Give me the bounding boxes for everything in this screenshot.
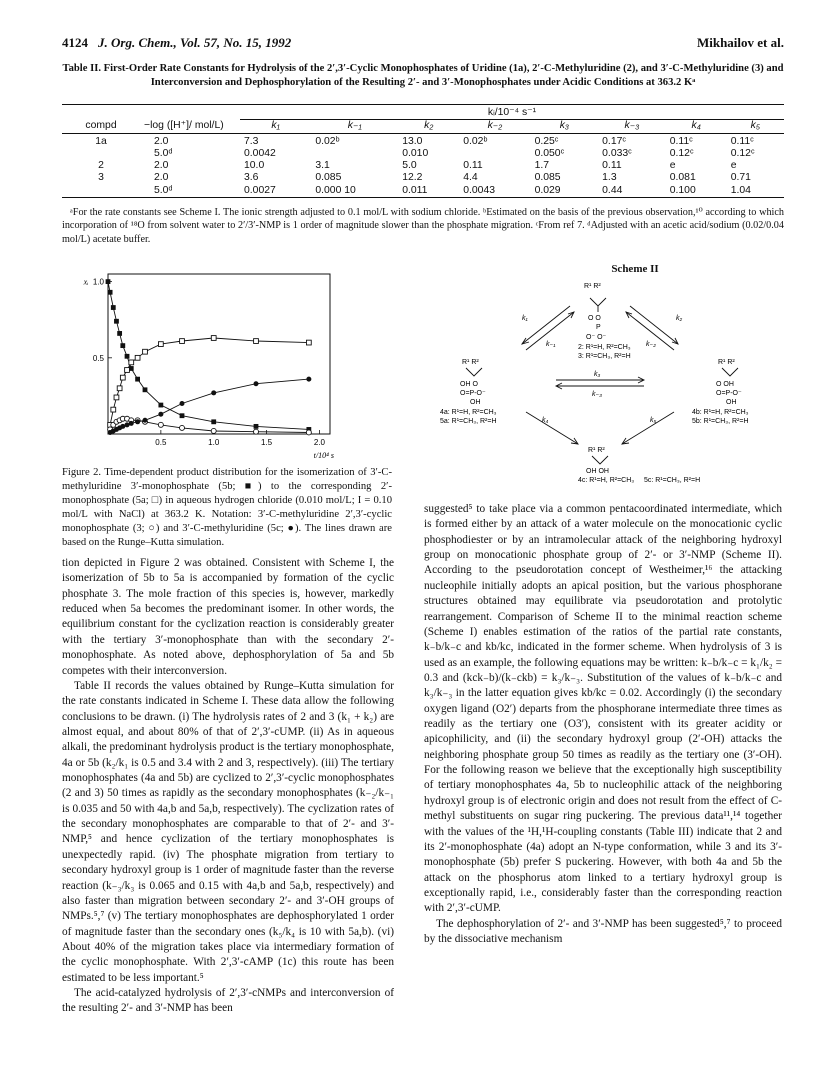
cyclic-p-label: P	[596, 324, 601, 331]
data-point-5a	[120, 375, 125, 380]
x-tick-label: 0.5	[155, 438, 167, 447]
cell-compd: 1a	[95, 135, 107, 147]
data-point-5b	[117, 331, 122, 336]
col-header-k-4: k₃	[559, 120, 570, 132]
cell-k-value: 0.25ᶜ	[534, 135, 559, 147]
data-point-3	[158, 422, 163, 427]
right-name-5b: 5b: R¹=CH₃, R²=H	[692, 418, 749, 425]
col-header-k-2: k₂	[424, 120, 434, 132]
data-point-5b	[106, 279, 111, 284]
data-point-5a	[254, 339, 259, 344]
figure-caption: Figure 2. Time-dependent product distribution for the isomerization of 3′-C-methyluridine 3′-monophosphate (5b; ■) to the corresponding 2′-monophosphate (5a; □) in aqueous hydrogen chloride (0.010 mol/L; I = 0.10 mol/L with NaCl) at 363.2 K. Notation: 3′-C-methyluridine 2′,3′-cyclic monophosphate (3; ○) and 3′-C-methyluridine (5c; ●). The lines drawn are based on the Runge–Kutta simulation.	[62, 467, 392, 549]
cell-k-value: 5.0	[402, 160, 417, 172]
col-header-k-6: k₄	[691, 120, 701, 132]
cell-k-value: 3.1	[315, 160, 330, 172]
cell-k-value: 0.71	[730, 172, 751, 184]
cell-k-value: 13.0	[402, 135, 423, 147]
cell-k-value: 0.010	[402, 147, 429, 159]
table-footnote: ᵃFor the rate constants see Scheme I. The ionic strength adjusted to 0.1 mol/L with sodium chloride. ᵇEstimated on the basis of the previous observation,¹⁰ according to which incorporation of ¹⁸O from solvent water to 2′/3′-NMP is 1 order of magnitude slower than the phosphate migration. ᶜFrom ref 7. ᵈAdjusted with an acetic acid/sodium (0.02/0.04 mol/L) acetate buffer.	[62, 207, 784, 245]
scheme-title: Scheme II	[611, 263, 659, 275]
cell-k-value: 1.04	[730, 184, 751, 196]
cell-k-value: 0.11ᶜ	[730, 135, 754, 147]
cell-k-value: 0.085	[315, 172, 342, 184]
data-point-3	[180, 425, 185, 430]
col-header-compd: compd	[85, 120, 117, 132]
col-header-k-5: k₋₃	[624, 120, 640, 132]
plot-frame	[108, 274, 330, 434]
cell-k-value: 0.44	[602, 184, 623, 196]
left-name-5a: 5a: R¹=CH₃, R²=H	[440, 418, 497, 425]
data-point-5b	[135, 377, 140, 382]
header-left	[62, 34, 291, 51]
table-row	[62, 160, 784, 172]
right-p-label: O=P-O⁻	[716, 390, 742, 397]
paragraph: The dephosphorylation of 2′- and 3′-NMP has been suggested⁵,⁷ to proceed by the dissociative mechanism	[424, 917, 782, 946]
cell-k-value: 4.4	[463, 172, 478, 184]
data-point-5a	[306, 340, 311, 345]
table-row	[62, 172, 784, 184]
data-point-5c	[254, 381, 259, 386]
left-oh2-label: OH	[470, 399, 481, 406]
data-point-5a	[180, 339, 185, 344]
left-r-label: R¹ R²	[462, 359, 479, 366]
cell-k-value: 0.0027	[244, 184, 276, 196]
data-point-5a	[135, 355, 140, 360]
cell-k-value: 0.12ᶜ	[730, 147, 755, 159]
data-point-5b	[111, 305, 116, 310]
data-point-5b	[180, 413, 185, 418]
paragraph: tion depicted in Figure 2 was obtained. Consistent with Scheme I, the isomerization of 5b to 5a is accompanied by formation of the cyclic phosphate 3. The mole fraction of this species is, however, markedly reduced when 5a becomes the predominant isomer. In other words, the equilibrium constant for the cyclization reaction is considerably greater with the tertiary 3′-monophosphate than with the secondary 2′-monophosphate. As noted above, dephosphorylation of 5a and 5b competes with their interconversion.	[62, 557, 394, 677]
cell-ph: 5.0ᵈ	[154, 147, 173, 159]
k2-label: k₂	[676, 315, 683, 322]
left-monophosphate-structure	[440, 359, 497, 425]
data-point-5b	[114, 319, 119, 324]
data-point-5a	[211, 336, 216, 341]
series-line	[110, 379, 309, 432]
cell-k-value: 0.17ᶜ	[602, 135, 627, 147]
body-column-left	[62, 556, 394, 1017]
col-header-k-1: k₋₁	[347, 120, 362, 132]
cell-k-value: 0.085	[534, 172, 561, 184]
header-author: Mikhailov et al.	[696, 35, 784, 50]
body-column-right	[424, 502, 782, 947]
cell-compd: 3	[98, 172, 104, 184]
cell-k-value: 12.2	[402, 172, 423, 184]
cell-k-value: 1.7	[534, 160, 550, 172]
journal-citation: J. Org. Chem., Vol. 57, No. 15, 1992	[98, 35, 292, 50]
table-header-row-1	[62, 107, 784, 120]
table-row	[62, 185, 784, 198]
x-tick-label: 1.0	[208, 438, 220, 447]
table-caption: Table II. First-Order Rate Constants for Hydrolysis of the 2′,3′-Cyclic Monophosphates of Uridine (1a), 2′-C-Methyluridine (2), and 3′-C-Methyluridine (3) and Interconversion and Dephosphorylation of the Resulting 2′- and 3′-Monophosphates under Acidic Conditions at 363.2 Kᵃ	[62, 63, 784, 88]
cell-k-value: 0.011	[402, 184, 428, 196]
data-point-5b	[143, 387, 148, 392]
data-point-5a	[143, 349, 148, 354]
x-axis-label: t/10⁴ s	[313, 451, 334, 460]
figure-2-chart	[62, 262, 362, 462]
data-point-5c	[180, 401, 185, 406]
x-tick-label: 2.0	[313, 438, 325, 447]
data-point-5c	[143, 418, 148, 423]
cell-k-value: 0.081	[669, 172, 696, 184]
cell-k-value: 0.02ᵇ	[315, 135, 340, 147]
rate-constant-table	[62, 104, 784, 200]
cell-k-value: e	[669, 160, 676, 172]
paragraph: suggested⁵ to take place via a common pentacoordinated intermediate, which is formed either by an attack of a water molecule on the monocationic cyclic phosphodiester or by an intramolecular attack of the neighboring hydroxyl group on monocationic phosphate group of 2′- or 3′-NMP (Scheme II). According to the pseudorotation concept of Westheimer,¹⁶ the attacking nucleophile initially adopts an apical position, but the various phosphorane structures obtained may equilibrate via pseudorotation and protolytic rearrangement. Comparison of Scheme II to the minimal reaction scheme (Scheme I) enables estimation of the ratios of the partial rate constants, k₋b/k₋c and kb/kc, indicated in the former scheme. When hydrolysis of 3 is used as an example, the following equations may be written: k₋b/k₋c = k₁/k₂ = 0.3 and (kck₋b)/(k₋ckb) = k₃/k₋₃. Substitution of the values of k₋b/k₋c and k₃/k₋₃ in the latter equation gives kb/kc = 0.02. Accordingly (i) the secondary oxygen ligand (O2′) departs from the phosphorane intermediate three times as readily as the tertiary one (O3′), consistent with its greater acidity or apicophilicity, and (ii) the secondary hydroxyl group (2′-OH) attacks the neighboring phosphate group 50 times as readily as the tertiary one (3′-OH). For the following reason we believe that the exceptionally high susceptibility of tertiary monophosphates 4a, 5b to nucleophilic attack of the neighboring hydroxyl group is of electronic origin and does not result from the effect of C-methyl substituents on sugar ring puckering. The previous data¹¹,¹⁴ together with the values of the ¹H,¹H-coupling constants (Table III) indicate that 2 and its 2′-monophosphate (4a) adopt an N-type conformation, while 3 and its 3′-monophosphate (5b) prefer S puckering. However, with both 4a and 5b the attack on the phosphorus atom linked to a tertiary hydroxyl group is exceptionally rapid, i.e., considerably faster than the corresponding reaction with 2′,3′-cUMP.	[424, 503, 782, 915]
cell-ph: 2.0	[154, 172, 169, 184]
k4-label: k₄	[542, 417, 549, 424]
cell-k-value: 0.0042	[244, 147, 276, 159]
data-point-5b	[108, 290, 113, 295]
y-axis-label: xᵢ	[83, 277, 89, 287]
scheme-svg	[430, 276, 790, 486]
data-point-5a	[129, 360, 134, 365]
data-point-5b	[158, 403, 163, 408]
data-point-5c	[158, 412, 163, 417]
cell-k-value	[311, 148, 398, 160]
right-oh-label: O OH	[716, 381, 734, 388]
cell-k-value: 1.3	[602, 172, 617, 184]
data-point-5c	[135, 419, 140, 424]
cell-k-value: 0.11	[602, 160, 622, 172]
cell-k-value: e	[730, 160, 737, 172]
data-point-5a	[114, 395, 119, 400]
page-header	[62, 34, 784, 52]
bottom-oh-label: OH OH	[586, 468, 609, 475]
data-point-5a	[158, 342, 163, 347]
cell-ph: 2.0	[154, 135, 169, 147]
km2-label: k₋₂	[646, 341, 656, 348]
cyclic-ominus-label: O⁻ O⁻	[586, 334, 607, 341]
left-oh-label: OH O	[460, 381, 478, 388]
data-point-5c	[129, 421, 134, 426]
data-point-3	[306, 430, 311, 435]
cell-k-value: 0.000 10	[315, 184, 356, 196]
cyclic-name-3: 3: R¹=CH₃, R²=H	[578, 353, 631, 360]
bottom-r-label: R¹ R²	[588, 447, 605, 454]
page-number: 4124	[62, 35, 88, 50]
right-name-4b: 4b: R¹=H, R²=CH₃	[692, 409, 749, 416]
cell-k-value: 0.11	[463, 160, 483, 172]
right-r-label: R¹ R²	[718, 359, 735, 366]
data-point-3	[254, 429, 259, 434]
data-point-5b	[125, 354, 130, 359]
col-header-k-7: k₅	[750, 120, 761, 132]
data-point-5a	[111, 407, 116, 412]
cell-k-value: 0.100	[669, 184, 696, 196]
cell-k-value: 0.0043	[463, 184, 496, 196]
cell-k-value: 0.12ᶜ	[669, 147, 694, 159]
km1-label: k₋₁	[546, 341, 556, 348]
cyclic-o-label: O O	[588, 315, 601, 322]
data-point-5b	[211, 419, 216, 424]
bottom-name-4c: 4c: R¹=H, R²=CH₃	[578, 477, 635, 484]
right-oh2-label: OH	[726, 399, 737, 406]
data-point-5c	[211, 390, 216, 395]
scheme-2-diagram	[430, 276, 790, 486]
table-row	[62, 148, 784, 160]
cyclic-phosphate-structure	[578, 283, 631, 360]
data-point-5a	[117, 386, 122, 391]
km3-label: k₋₃	[592, 391, 602, 398]
cell-compd: 2	[98, 160, 104, 172]
cell-k-value: 7.3	[244, 135, 259, 147]
k5-label: k₅	[650, 417, 657, 424]
data-point-5b	[120, 343, 125, 348]
y-tick-label: 1.0	[92, 277, 104, 287]
cell-k-value: 0.029	[534, 184, 561, 196]
data-point-5b	[254, 424, 259, 429]
cell-compd	[62, 185, 140, 198]
col-header-k-3: k₋₂	[487, 120, 503, 132]
cell-k-value: 0.11ᶜ	[669, 135, 693, 147]
paragraph: Table II records the values obtained by Runge–Kutta simulation for the rate constants indicated in Scheme I. These data allow the following conclusions to be drawn. (i) The hydrolysis rates of 2 and 3 (k₁ + k₂) are almost equal, and about 80% of that of 2′,3′-cUMP. (ii) As in aqueous alkali, the predominant hydrolysis product is the tertiary monophosphate, 4a or 5b (k₂/k₁ is 0.5 and 3.4 with 2 and 3, respectively). (iii) The tertiary monophosphates (4a and 5b) are cyclized to 2′,3′-cyclic monophosphates (2 and 3) 50 times as rapidly as the secondary monophosphates (k₋₂/k₋₁ is 0.035 and 50 with 4a,b and 5a,b, respectively). The cyclization rates of the secondary monophosphates are comparable to that of 2′- and 3′-NMP,⁵ and hence cyclization of the tertiary monophosphates is unexpectedly rapid. (iv) The phosphate migration from tertiary to secondary hydroxyl group is 1 order of magnitude faster than the reverse reaction (k₋₃/k₃ is 0.065 and 0.15 with 4a,b and 5a,b, respectively) and also faster than migration between secondary 2′- and 3′-OH groups of NMPs.⁵,⁷ (v) The tertiary monophosphates are dephosphorylated 1 order of magnitude faster than the secondary ones (k₅/k₄ is 10 with 5a,b). (vi) About 40% of the migration takes place via intermediary formation of the cyclic monophosphate. With 2′,3′-cAMP (1c) this route has been estimated to be less important.⁵	[62, 679, 394, 984]
k3-label: k₃	[594, 371, 601, 378]
cell-k-value: 10.0	[244, 160, 265, 172]
cell-k-value: 0.050ᶜ	[534, 147, 565, 159]
data-point-3	[211, 428, 216, 433]
cell-k-value	[459, 148, 530, 160]
cell-compd	[62, 148, 140, 160]
col-header-k-0: k₁	[271, 120, 280, 132]
cell-k-value: 3.6	[244, 172, 259, 184]
cell-ph: 2.0	[154, 160, 169, 172]
col-header-k-group: kᵢ/10⁻⁴ s⁻¹	[240, 107, 784, 120]
x-tick-label: 1.5	[261, 438, 273, 447]
data-point-5a	[125, 368, 130, 373]
cell-k-value: 0.033ᶜ	[602, 147, 632, 159]
right-monophosphate-structure	[692, 359, 749, 425]
cyclic-name-2: 2: R¹=H, R²=CH₃	[578, 344, 631, 351]
y-tick-label: 0.5	[92, 353, 104, 363]
left-name-4a: 4a: R¹=H, R²=CH₃	[440, 409, 497, 416]
data-point-5c	[306, 377, 311, 382]
k1-label: k₁	[522, 315, 528, 322]
table-row	[62, 136, 784, 148]
cell-k-value: 0.02ᵇ	[463, 135, 488, 147]
cyclic-r-label: R¹ R²	[584, 283, 601, 290]
left-p-label: O=P-O⁻	[460, 390, 486, 397]
nucleoside-structure	[578, 447, 700, 484]
chart-svg	[62, 262, 362, 462]
cell-ph: 5.0ᵈ	[154, 184, 173, 196]
bottom-name-5c: 5c: R¹=CH₃, R²=H	[644, 477, 701, 484]
col-header-ph: −log ([H⁺]/ mol/L)	[144, 120, 224, 132]
paragraph: The acid-catalyzed hydrolysis of 2′,3′-cNMPs and interconversion of the resulting 2′- and 3′-NMP has been	[62, 987, 394, 1015]
